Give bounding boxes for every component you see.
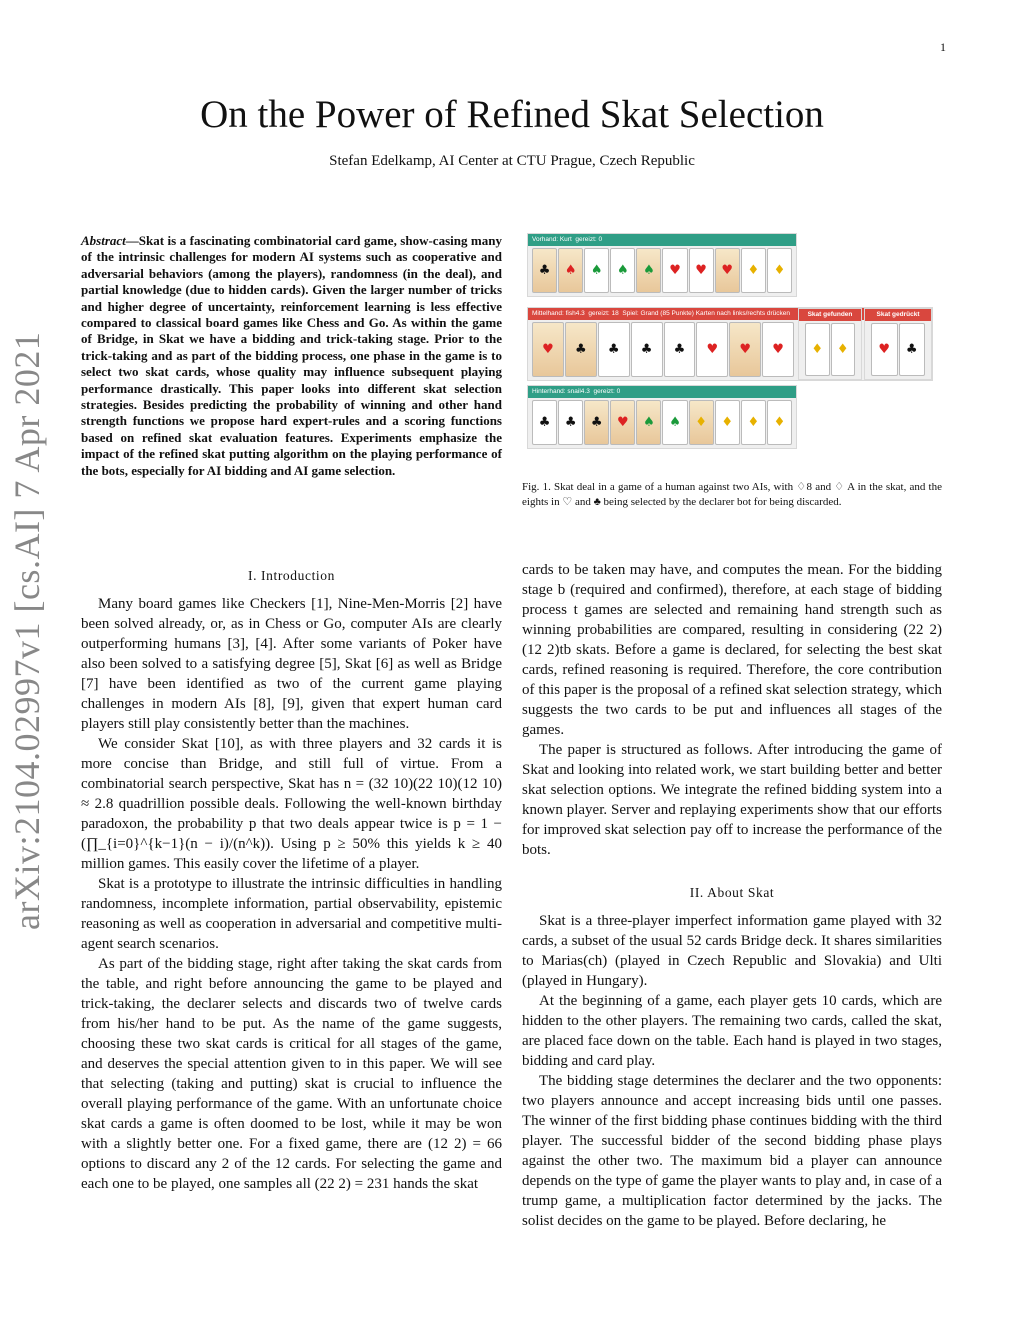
player-name: Hinterhand: snail4.3 [532,388,590,395]
abstract-label: Abstract [81,233,126,248]
figure-skat-deal [527,233,931,446]
card: ♣ [598,322,630,377]
hand-panel-mittelhand [527,307,933,381]
player-name: Mittelhand: fish4.3 [532,310,585,317]
arxiv-identifier: arXiv:2104.02997v1 [cs.AI] 7 Apr 2021 [7,331,47,930]
card: ♠ [636,400,661,445]
author-line: Stefan Edelkamp, AI Center at CTU Prague, Czech Republic [329,153,695,169]
card-row [805,323,855,376]
paragraph: We consider Skat [10], as with three players and 32 cards it is more concise than Bridge, and still full of virtue. From a combinatorial search perspective, Skat has n = (32 10)(22 10)(12 10) ≈ 2.8 quadrillion possible deals. Following the well-known birthday paradoxon, the probability p that two deals appear twice is p = 1 − (∏_{i=0}^{k−1}(n − i)/(n^k)). Using p ≥ 50% this yields k ≥ 40 million games. This easily cover the lifetime of a player. [81,736,502,872]
card-row [532,400,792,445]
hand-bar-hinterhand [528,386,796,398]
abstract [81,233,502,479]
introduction-body [81,594,502,1194]
card-row [532,248,792,293]
card-row [532,322,794,377]
card: ♦ [715,400,740,445]
card: ♣ [664,322,696,377]
card: ♠ [610,248,635,293]
paragraph: The bidding stage determines the declarer and the two opponents: two players announce and accept increasing bids until one passes. The winner of the first bidding phase continues bidding with the third player. The successful bidder of the second bidding phase plays against the other two. The maximum bid a player can announce depends on the type of game the player wants to play and, in case of a trump game, a multiplication factor determined by the jacks. The solist decides on the game to be played. Before declaring, he [522,1073,942,1229]
abstract-text: —Skat is a fascinating combinatorial card game, show-casing many of the intrinsic challenges for modern AI systems such as cooperative and adversarial behaviors (among the players), randomness (in the deal), and partial knowledge (due to hidden cards). Given the larger number of tricks and higher degree of uncertainty, reinforcement learning is less effective compared to classical board games like Chess and Go. As within the game of Bridge, in Skat we have a bidding and trick-taking stage. Prior to the trick-taking and as part of the bidding process, one phase in the game is to select two skat cards, whose quality may influence subsequent playing performance drastically. This paper looks into different skat selection strategies. Besides predicting the probability of winning and other hand strength functions we propose hard expert-rules and a scoring functions based on refined skat evaluation features. Experiments emphasize the impact of the refined skat putting algorithm on the playing performance of the bots, especially for AI bidding and AI game selection. [81,233,502,478]
card: ♥ [871,323,898,376]
card: ♦ [689,400,714,445]
hand-bar-vorhand [528,234,796,246]
card: ♦ [741,248,766,293]
card: ♦ [767,248,792,293]
bid-status: gereizt: 0 [575,236,603,243]
paragraph: At the beginning of a game, each player gets 10 cards, which are hidden to the other players. The remaining two cards, called the skat, are placed face down on the table. Each hand is played in two stages, bidding and card play. [522,993,942,1069]
skat-found-panel [798,308,862,380]
figure-caption: Fig. 1. Skat deal in a game of a human against two AIs, with ♢8 and ♢ A in the skat, and the eights in ♡ and ♣ being selected by the declarer bot for being discarded. [522,481,942,508]
card: ♣ [631,322,663,377]
paper-title: On the Power of Refined Skat Selection [200,93,824,136]
game-info: Spiel: Grand (85 Punkte) Karten nach links/rechts drücken [622,310,791,317]
card-row [871,323,925,376]
card: ♦ [741,400,766,445]
skat-put-panel [864,308,932,380]
card: ♣ [558,400,583,445]
paragraph: Many board games like Checkers [1], Nine-Men-Morris [2] have been solved already, or, as in Chess or Go, computer AIs are clearly outperforming humans [3], [4]. After some variants of Poker have also been solved to a satisfying degree [5], Skat [6] as well as Bridge [7] have been identified as two of the current game playing challenges in modern AIs [8], [9], given that expert human card players still play consistently better than the machines. [81,596,502,732]
hand-panel-hinterhand [527,385,797,449]
paragraph: As part of the bidding stage, right after taking the skat cards from the table, and right before announcing the game to be played and trick-taking, the declarer selects and discards two of twelve cards from his/her hand to be put. As the name of the game suggests, choosing these two skat cards is critical for all stages of the game, and deserves the special attention given to in this paper. We will see that selecting (taking and putting) skat is crucial to influence the overall playing performance of the game. With an unfortunate choice skat cards a game is often doomed to be lost, while it may be won with a slightly better one. For a fixed game, there are (12 2) = 66 options to discard any 2 of the 12 cards. For selecting the game and each one to be played, one samples all (22 2) = 231 hands the skat [81,956,502,1192]
bid-status: gereizt: 18 [588,310,619,317]
player-name: Vorhand: Kurt [532,236,572,243]
about-skat-body [522,911,942,1231]
introduction-continued [522,560,942,860]
card: ♥ [689,248,714,293]
card: ♣ [532,248,557,293]
paragraph: cards to be taken may have, and computes the mean. For the bidding stage b (required and confirmed), therefore, at each stage of bidding process t games are selected and remaining hand strength such as winning probabilities are compared, resulting in considering (22 2)(12 2)tb skats. Before a game is declared, for selecting the best skat cards, refined reasoning is required. Therefore, the core contribution of this paper is the proposal of a refined skat selection strategy, which suggests the two cards to be put and influences all stages of the games. [522,562,942,738]
card: ♠ [636,248,661,293]
card: ♣ [565,322,597,377]
section-heading-introduction: I. Introduction [248,568,335,583]
card: ♠ [584,248,609,293]
card: ♣ [899,323,926,376]
bid-status: gereizt: 0 [593,388,621,395]
skat-put-label: Skat gedrückt [865,309,931,321]
card: ♣ [532,400,557,445]
paragraph: The paper is structured as follows. After introducing the game of Skat and looking into related work, we start building better and better skat selection options. We integrate the refined bidding system into a known player. Server and replaying experiments show that our efforts for improved skat selection pay off to increase the performance of the bots. [522,742,942,858]
card: ♥ [662,248,687,293]
card: ♥ [729,322,761,377]
card: ♥ [610,400,635,445]
paragraph: Skat is a prototype to illustrate the intrinsic difficulties in handling randomness, incomplete information, partial observability, epistemic reasoning as well as cooperation in adversarial and competitive multi-agent search scenarios. [81,876,502,952]
card: ♠ [662,400,687,445]
card: ♥ [715,248,740,293]
card: ♦ [831,323,856,376]
card: ♥ [762,322,794,377]
card: ♣ [584,400,609,445]
card: ♠ [558,248,583,293]
skat-found-label: Skat gefunden [799,309,861,321]
card: ♦ [805,323,830,376]
paragraph: Skat is a three-player imperfect information game played with 32 cards, a subset of the usual 52 cards Bridge deck. It shares similarities to Marias(ch) (played in Czech Republic and Slovakia) and Ulti (played in Hungary). [522,913,942,989]
page-number: 1 [940,40,946,54]
card: ♦ [767,400,792,445]
hand-panel-vorhand [527,233,797,297]
card: ♥ [696,322,728,377]
section-heading-about-skat: II. About Skat [689,885,775,900]
card: ♥ [532,322,564,377]
